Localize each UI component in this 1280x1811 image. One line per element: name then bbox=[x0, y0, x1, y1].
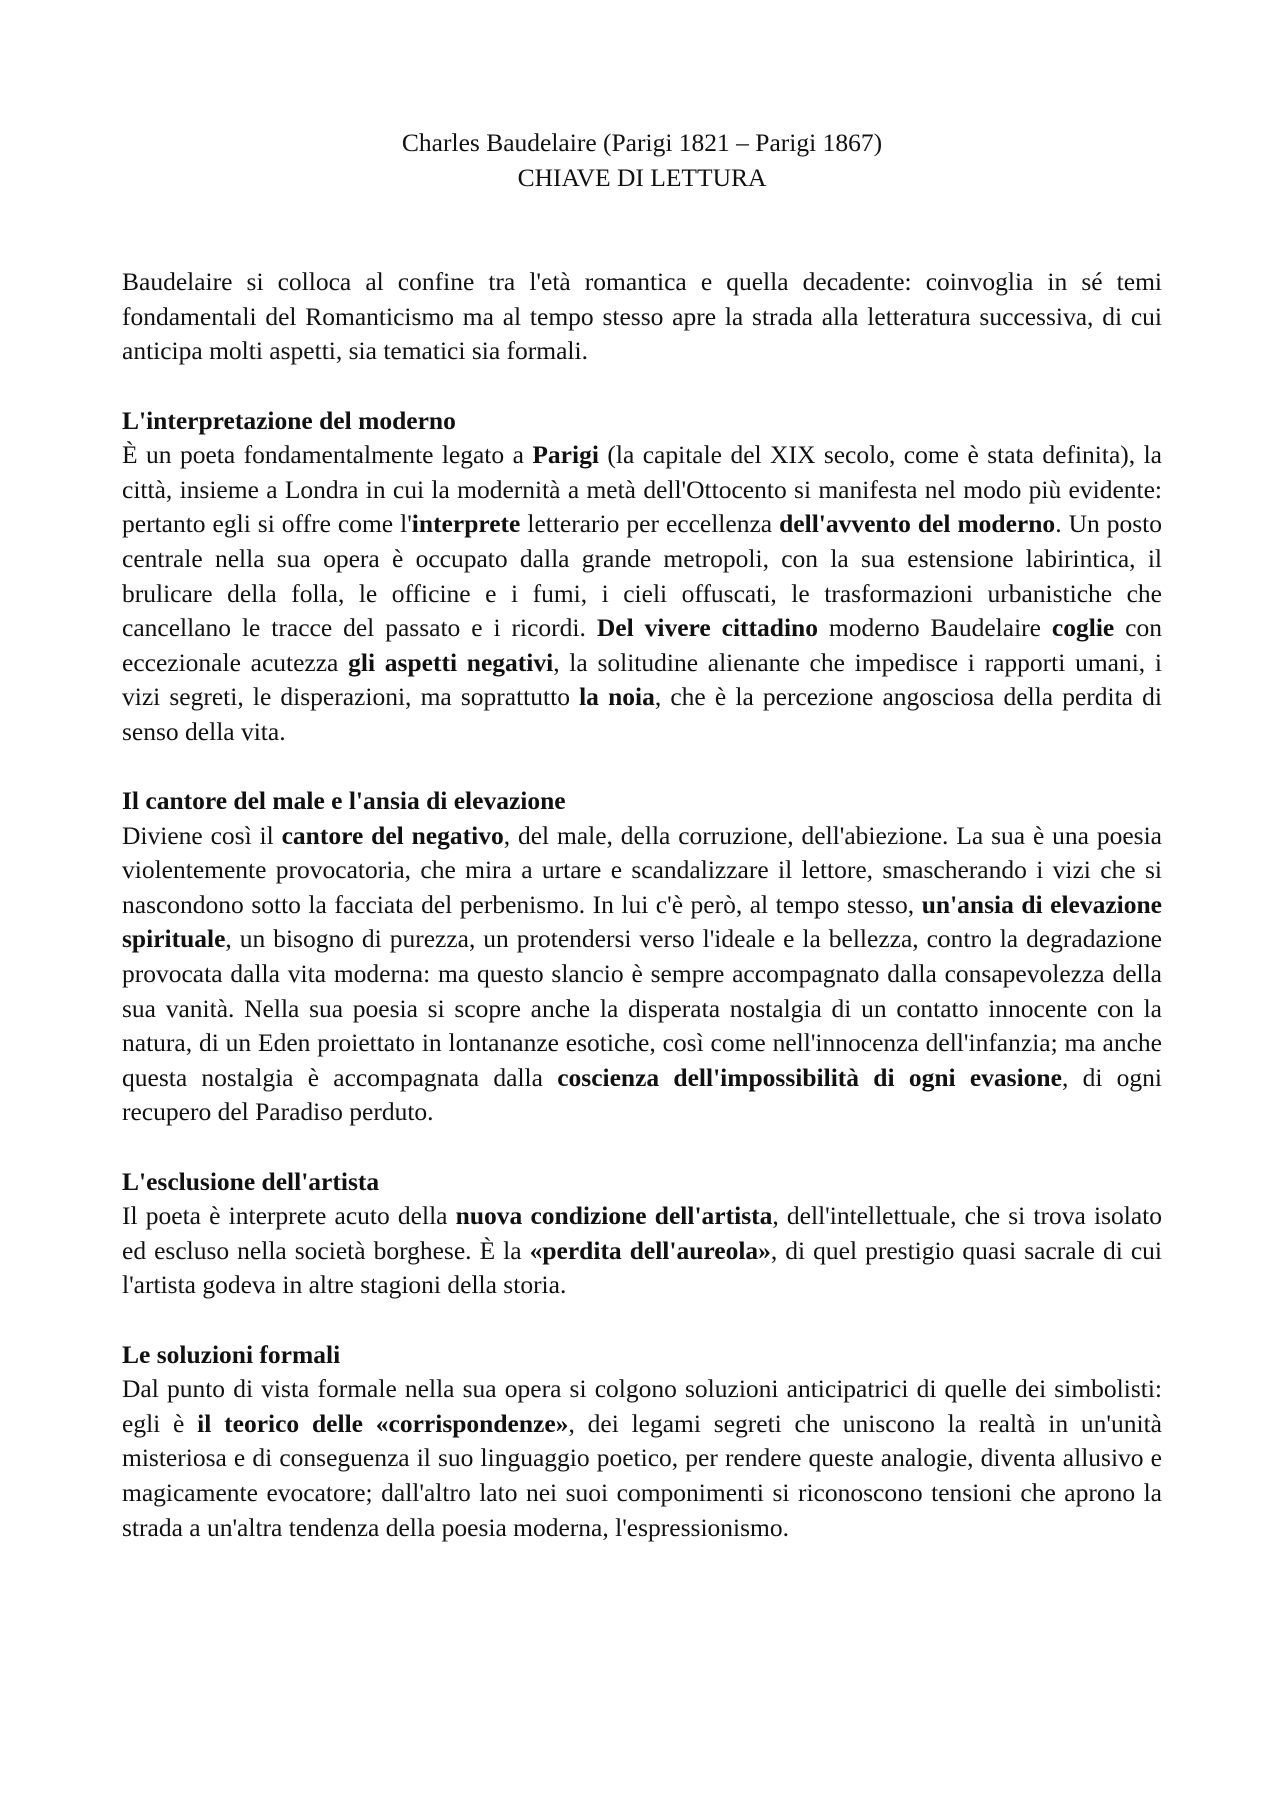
section-body bbox=[122, 819, 1162, 1130]
body-text: moderno Baudelaire bbox=[817, 613, 1052, 643]
section-body bbox=[122, 1199, 1162, 1303]
body-text: , che è la percezione angosciosa della perdita di senso della vita. bbox=[122, 682, 1162, 746]
section-body bbox=[122, 438, 1162, 749]
body-text: Diviene così il bbox=[122, 820, 282, 850]
document-title: Charles Baudelaire (Parigi 1821 – Parigi 1867) bbox=[401, 128, 883, 157]
intro-paragraph: Baudelaire si colloca al confine tra l'età romantica e quella decadente: coinvoglia in sé temi fondamentali del Romanticismo ma al tempo stesso apre la strada alla letteratura successiva, di cui anticipa molti aspetti, sia tematici sia formali. bbox=[122, 267, 1162, 366]
section-title: L'interpretazione del moderno bbox=[122, 405, 456, 435]
emphasis-text: coglie bbox=[1051, 613, 1115, 643]
section-title: L'esclusione dell'artista bbox=[122, 1166, 380, 1196]
body-text: È un poeta fondamentalmente legato a bbox=[122, 440, 533, 470]
body-text: . Un posto centrale nella sua opera è occupato dalla grande metropoli, con la sua estensione labirintica, il brulicare della folla, le officine e i fumi, i cieli offuscati, le trasformazioni urbanistiche che cancellano le tracce del passato e i ricordi. bbox=[122, 509, 1162, 643]
body-text: Dal punto di vista formale nella sua opera si colgono soluzioni anticipatrici di quelle dei simbolisti: egli è bbox=[122, 1374, 1162, 1438]
section-esclusione-artista bbox=[122, 1165, 1162, 1303]
emphasis-text: nuova condizione dell'artista bbox=[455, 1201, 773, 1231]
document-subtitle: CHIAVE DI LETTURA bbox=[517, 162, 767, 192]
document-header bbox=[122, 126, 1162, 195]
body-text: , dell'intellettuale, che si trova isolato ed escluso nella società borghese. È la bbox=[122, 1201, 1162, 1265]
section-body bbox=[122, 1372, 1162, 1545]
emphasis-text: «perdita dell'aureola» bbox=[529, 1235, 771, 1265]
emphasis-text: cantore del negativo bbox=[281, 820, 504, 850]
emphasis-text: gli aspetti negativi bbox=[348, 647, 554, 677]
emphasis-text: un'ansia di elevazione spirituale bbox=[122, 889, 1163, 954]
emphasis-text: il teorico delle «corrispondenze» bbox=[197, 1408, 569, 1438]
body-text: , di ogni recupero del Paradiso perduto. bbox=[122, 1062, 1162, 1127]
body-text: , un bisogno di purezza, un protendersi verso l'ideale e la bellezza, contro la degradazione provocata dalla vita moderna: ma questo slancio è sempre accompagnato dalla consapevolezza della sua vanità. Nella sua poesia si scopre anche la disperata nostalgia di un contatto innocente con la natura, di un Eden proiettato in lontananze esotiche, così come nell'innocenza dell'infanzia; ma anche questa nostalgia è accompagnata dalla bbox=[122, 924, 1162, 1092]
document-page bbox=[122, 126, 1162, 1545]
section-title: Il cantore del male e l'ansia di elevazione bbox=[122, 786, 566, 816]
emphasis-text: Del vivere cittadino bbox=[596, 613, 818, 643]
emphasis-text: la noia bbox=[579, 682, 655, 712]
body-text: , dei legami segreti che uniscono la realtà in un'unità misteriosa e di conseguenza il suo linguaggio poetico, per rendere queste analogie, diventa allusivo e magicamente evocatore; dall'altro lato nei suoi componimenti si riconoscono tensioni che aprono la strada a un'altra tendenza della poesia moderna, l'espressionismo. bbox=[122, 1408, 1162, 1542]
emphasis-text: coscienza dell'impossibilità di ogni evasione bbox=[557, 1062, 1062, 1092]
section-interpretazione-moderno bbox=[122, 404, 1162, 750]
section-title: Le soluzioni formali bbox=[122, 1339, 341, 1369]
body-text: , di quel prestigio quasi sacrale di cui l'artista godeva in altre stagioni della storia. bbox=[122, 1235, 1163, 1300]
body-text: (la capitale del XIX secolo, come è stata definita), la città, insieme a Londra in cui la modernità a metà dell'Ottocento si manifesta nel modo più evidente: pertanto egli si offre come l' bbox=[122, 440, 1162, 539]
body-text: , la solitudine alienante che impedisce i rapporti umani, i vizi segreti, le disperazioni, ma soprattutto bbox=[122, 647, 1163, 712]
emphasis-text: dell'avvento del moderno bbox=[779, 509, 1056, 539]
body-text: , del male, della corruzione, dell'abiezione. La sua è una poesia violentemente provocatoria, che mira a urtare e scandalizzare il lettore, smascherando i vizi che si nascondono sotto la facciata del perbenismo. In lui c'è però, al tempo stesso, bbox=[122, 820, 1162, 919]
body-text: Il poeta è interprete acuto della bbox=[122, 1201, 456, 1231]
body-text: letterario per eccellenza bbox=[520, 509, 780, 539]
section-cantore-del-male bbox=[122, 784, 1162, 1130]
body-text: con eccezionale acutezza bbox=[122, 613, 1163, 677]
section-soluzioni-formali bbox=[122, 1338, 1162, 1546]
emphasis-text: interprete bbox=[411, 509, 521, 539]
emphasis-text: Parigi bbox=[532, 440, 599, 470]
